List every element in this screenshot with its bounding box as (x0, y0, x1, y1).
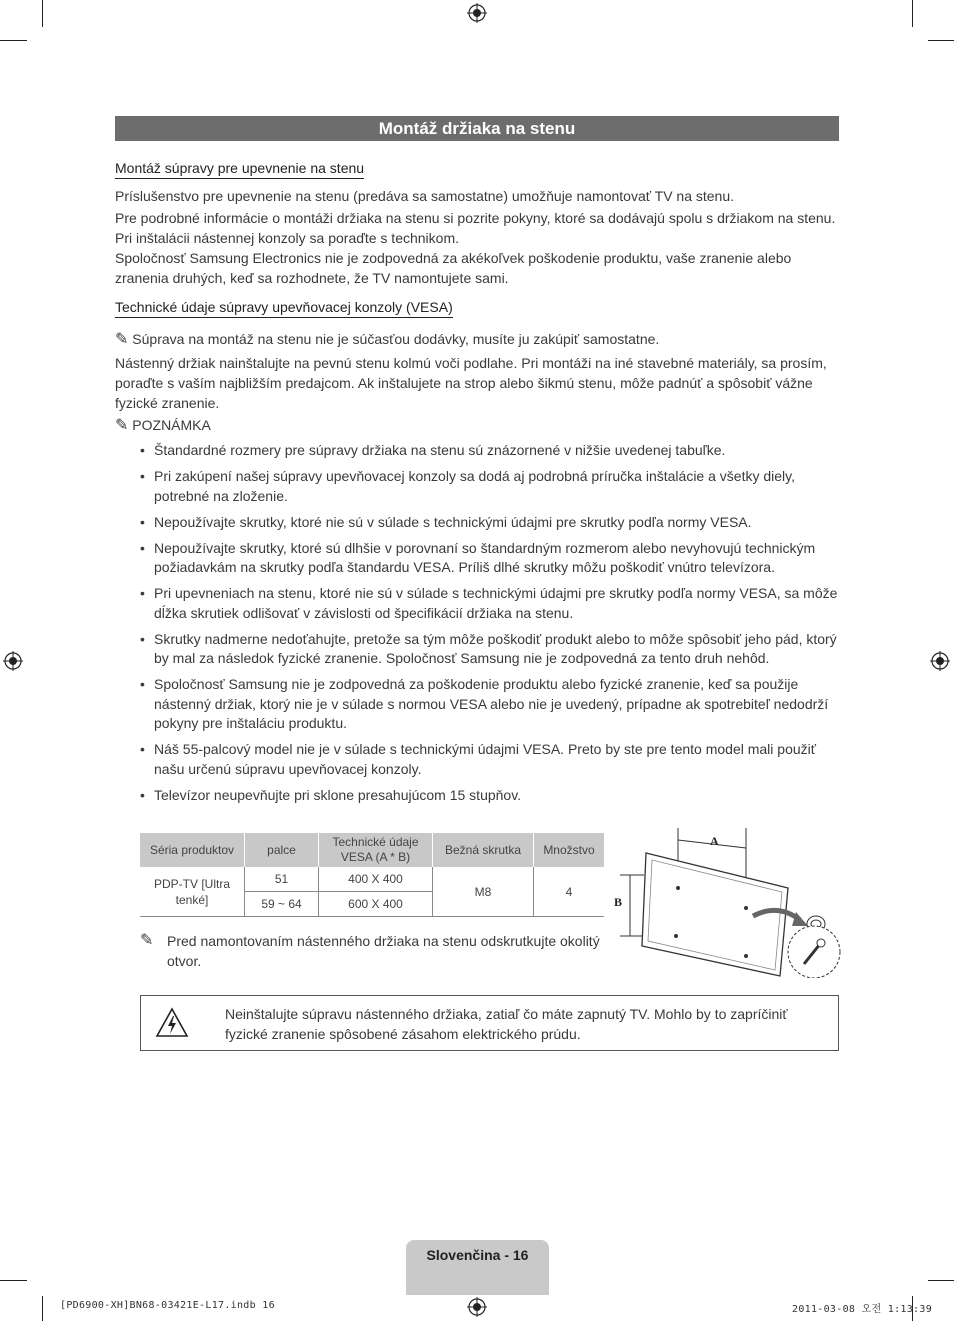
pencil-note-icon: ✎ (115, 417, 129, 434)
paragraph: Spoločnosť Samsung Electronics nie je zodpovedná za akékoľvek poškodenie produktu, vaše zranenie alebo zranenia druhých, keď sa rozhodnete, že TV namontujete sami. (115, 250, 792, 286)
note-heading (115, 415, 211, 436)
subsection-heading-vesa: Technické údaje súpravy upevňovacej konzoly (VESA) (115, 299, 453, 318)
wall-mount-diagram (608, 828, 848, 978)
table-cell: 51 (245, 867, 319, 892)
note-line (140, 931, 630, 971)
page-number-tab (406, 1240, 549, 1295)
table-header: Bežná skrutka (433, 833, 534, 867)
bullet-list (140, 441, 840, 812)
table-cell-series: PDP-TV [Ultra tenké] (140, 867, 245, 917)
screw-head-icon (817, 939, 825, 947)
vesa-spec-table (140, 833, 604, 917)
table-cell-quantity: 4 (534, 867, 605, 917)
table-cell: 400 X 400 (319, 867, 433, 892)
label-b: B (614, 895, 623, 909)
subsection-heading-mount-kit: Montáž súpravy pre upevnenie na stenu (115, 160, 364, 179)
table-header-row (140, 833, 604, 867)
registration-mark-icon (467, 3, 487, 23)
screw-hole (744, 954, 748, 958)
warning-shock-icon (155, 1007, 189, 1038)
paragraph: Príslušenstvo pre upevnenie na stenu (predáva sa samostatne) umožňuje namontovať TV na stenu. (115, 188, 735, 204)
registration-mark-icon (467, 1297, 487, 1317)
section-title: Montáž držiaka na stenu (115, 116, 839, 141)
list-item: • Pri upevneniach na stenu, ktoré nie sú v súlade s technickými údajmi pre skrutky podľa normy VESA, sa môže dĺžka skrutiek odlišovať v závislosti od špecifikácií držiaka na stenu. (140, 584, 840, 623)
screw-hole (744, 906, 748, 910)
list-item: • Nepoužívajte skrutky, ktoré sú dlhšie v porovnaní so štandardným rozmerom alebo nevyhovujú technickým požiadavkám na skrutky podľa štandardu VESA. Príliš dlhé skrutky môžu poškodiť vnútro televízora. (140, 539, 840, 578)
table-cell-screw: M8 (433, 867, 534, 917)
list-item: • Nepoužívajte skrutky, ktoré nie sú v súlade s technickými údajmi pre skrutky podľa normy VESA. (140, 513, 840, 533)
paragraph: Nástenný držiak nainštalujte na pevnú stenu kolmú voči podlahe. Pri montáži na iné stavebné materiály, sa prosím, poraďte s vaším najbližším predajcom. Ak inštalujete na strop alebo šikmú stenu, môže padnúť a spôsobiť vážne fyzické zranenie. (115, 355, 827, 411)
note-text: Pred namontovaním nástenného držiaka na stenu odskrutkujte okolitý otvor. (167, 933, 600, 969)
crop-mark (0, 40, 27, 41)
crop-mark (42, 1296, 43, 1321)
screw-hole (676, 886, 680, 890)
table-header: Množstvo (534, 833, 605, 867)
crop-mark (912, 0, 913, 27)
warning-box (140, 995, 839, 1051)
registration-mark-icon (930, 651, 950, 671)
table-cell: 59 ~ 64 (245, 892, 319, 917)
print-timestamp: 2011-03-08 오전 1:13:39 (792, 1304, 933, 1315)
registration-mark-icon (3, 651, 23, 671)
note-line (115, 329, 659, 350)
page-number: Slovenčina - 16 (426, 1247, 529, 1263)
note-label: POZNÁMKA (132, 417, 211, 433)
pencil-note-icon: ✎ (115, 331, 129, 348)
pencil-note-icon: ✎ (140, 932, 154, 949)
table-header: Technické údaje VESA (A * B) (319, 833, 433, 867)
list-item: • Televízor neupevňujte pri sklone presahujúcom 15 stupňov. (140, 786, 840, 806)
list-item: • Spoločnosť Samsung nie je zodpovedná za poškodenie produktu alebo fyzické zranenie, keď sa použije nástenný držiak, ktorý nie je v súlade s normou VESA alebo nie je uvedený, prípadne ak spotrebiteľ nedodrží pokyny pre inštaláciu produktu. (140, 675, 840, 734)
paragraph: Pre podrobné informácie o montáži držiaka na stenu si pozrite pokyny, ktoré sa dodávajú spolu s držiakom na stenu. Pri inštalácii nástennej konzoly sa poraďte s technikom. (115, 210, 836, 246)
table-row (140, 867, 604, 892)
table-header: Séria produktov (140, 833, 245, 867)
print-filename: [PD6900-XH]BN68-03421E-L17.indb 16 (60, 1300, 275, 1311)
list-item: • Štandardné rozmery pre súpravy držiaka na stenu sú znázornené v nižšie uvedenej tabuľke. (140, 441, 840, 461)
crop-mark (928, 40, 954, 41)
list-item: • Náš 55-palcový model nie je v súlade s technickými údajmi VESA. Preto by ste pre tento model mali použiť našu určenú súpravu upevňovacej konzoly. (140, 740, 840, 779)
crop-mark (928, 1280, 954, 1281)
list-item: • Skrutky nadmerne nedoťahujte, pretože sa tým môže poškodiť produkt alebo to môže spôsobiť jeho pád, ktorý by mal za následok fyzické zranenie. Spoločnosť Samsung nie je zodpovedná za tento druh nehôd. (140, 630, 840, 669)
table-cell: 600 X 400 (319, 892, 433, 917)
note-text: Súprava na montáž na stenu nie je súčasťou dodávky, musíte ju zakúpiť samostatne. (132, 331, 660, 347)
warning-text: Neinštalujte súpravu nástenného držiaka, zatiaľ čo máte zapnutý TV. Mohlo by to zapríčiniť fyzické zranenie spôsobené zásahom elektrického prúdu. (225, 1006, 788, 1042)
list-item: • Pri zakúpení našej súpravy upevňovacej konzoly sa dodá aj podrobná príručka inštalácie a všetky diely, potrebné na zloženie. (140, 467, 840, 506)
label-a: A (710, 834, 719, 848)
screw-hole (674, 934, 678, 938)
tv-back-panel (642, 853, 788, 976)
table-header: palce (245, 833, 319, 867)
crop-mark (0, 1280, 27, 1281)
crop-mark (42, 0, 43, 27)
